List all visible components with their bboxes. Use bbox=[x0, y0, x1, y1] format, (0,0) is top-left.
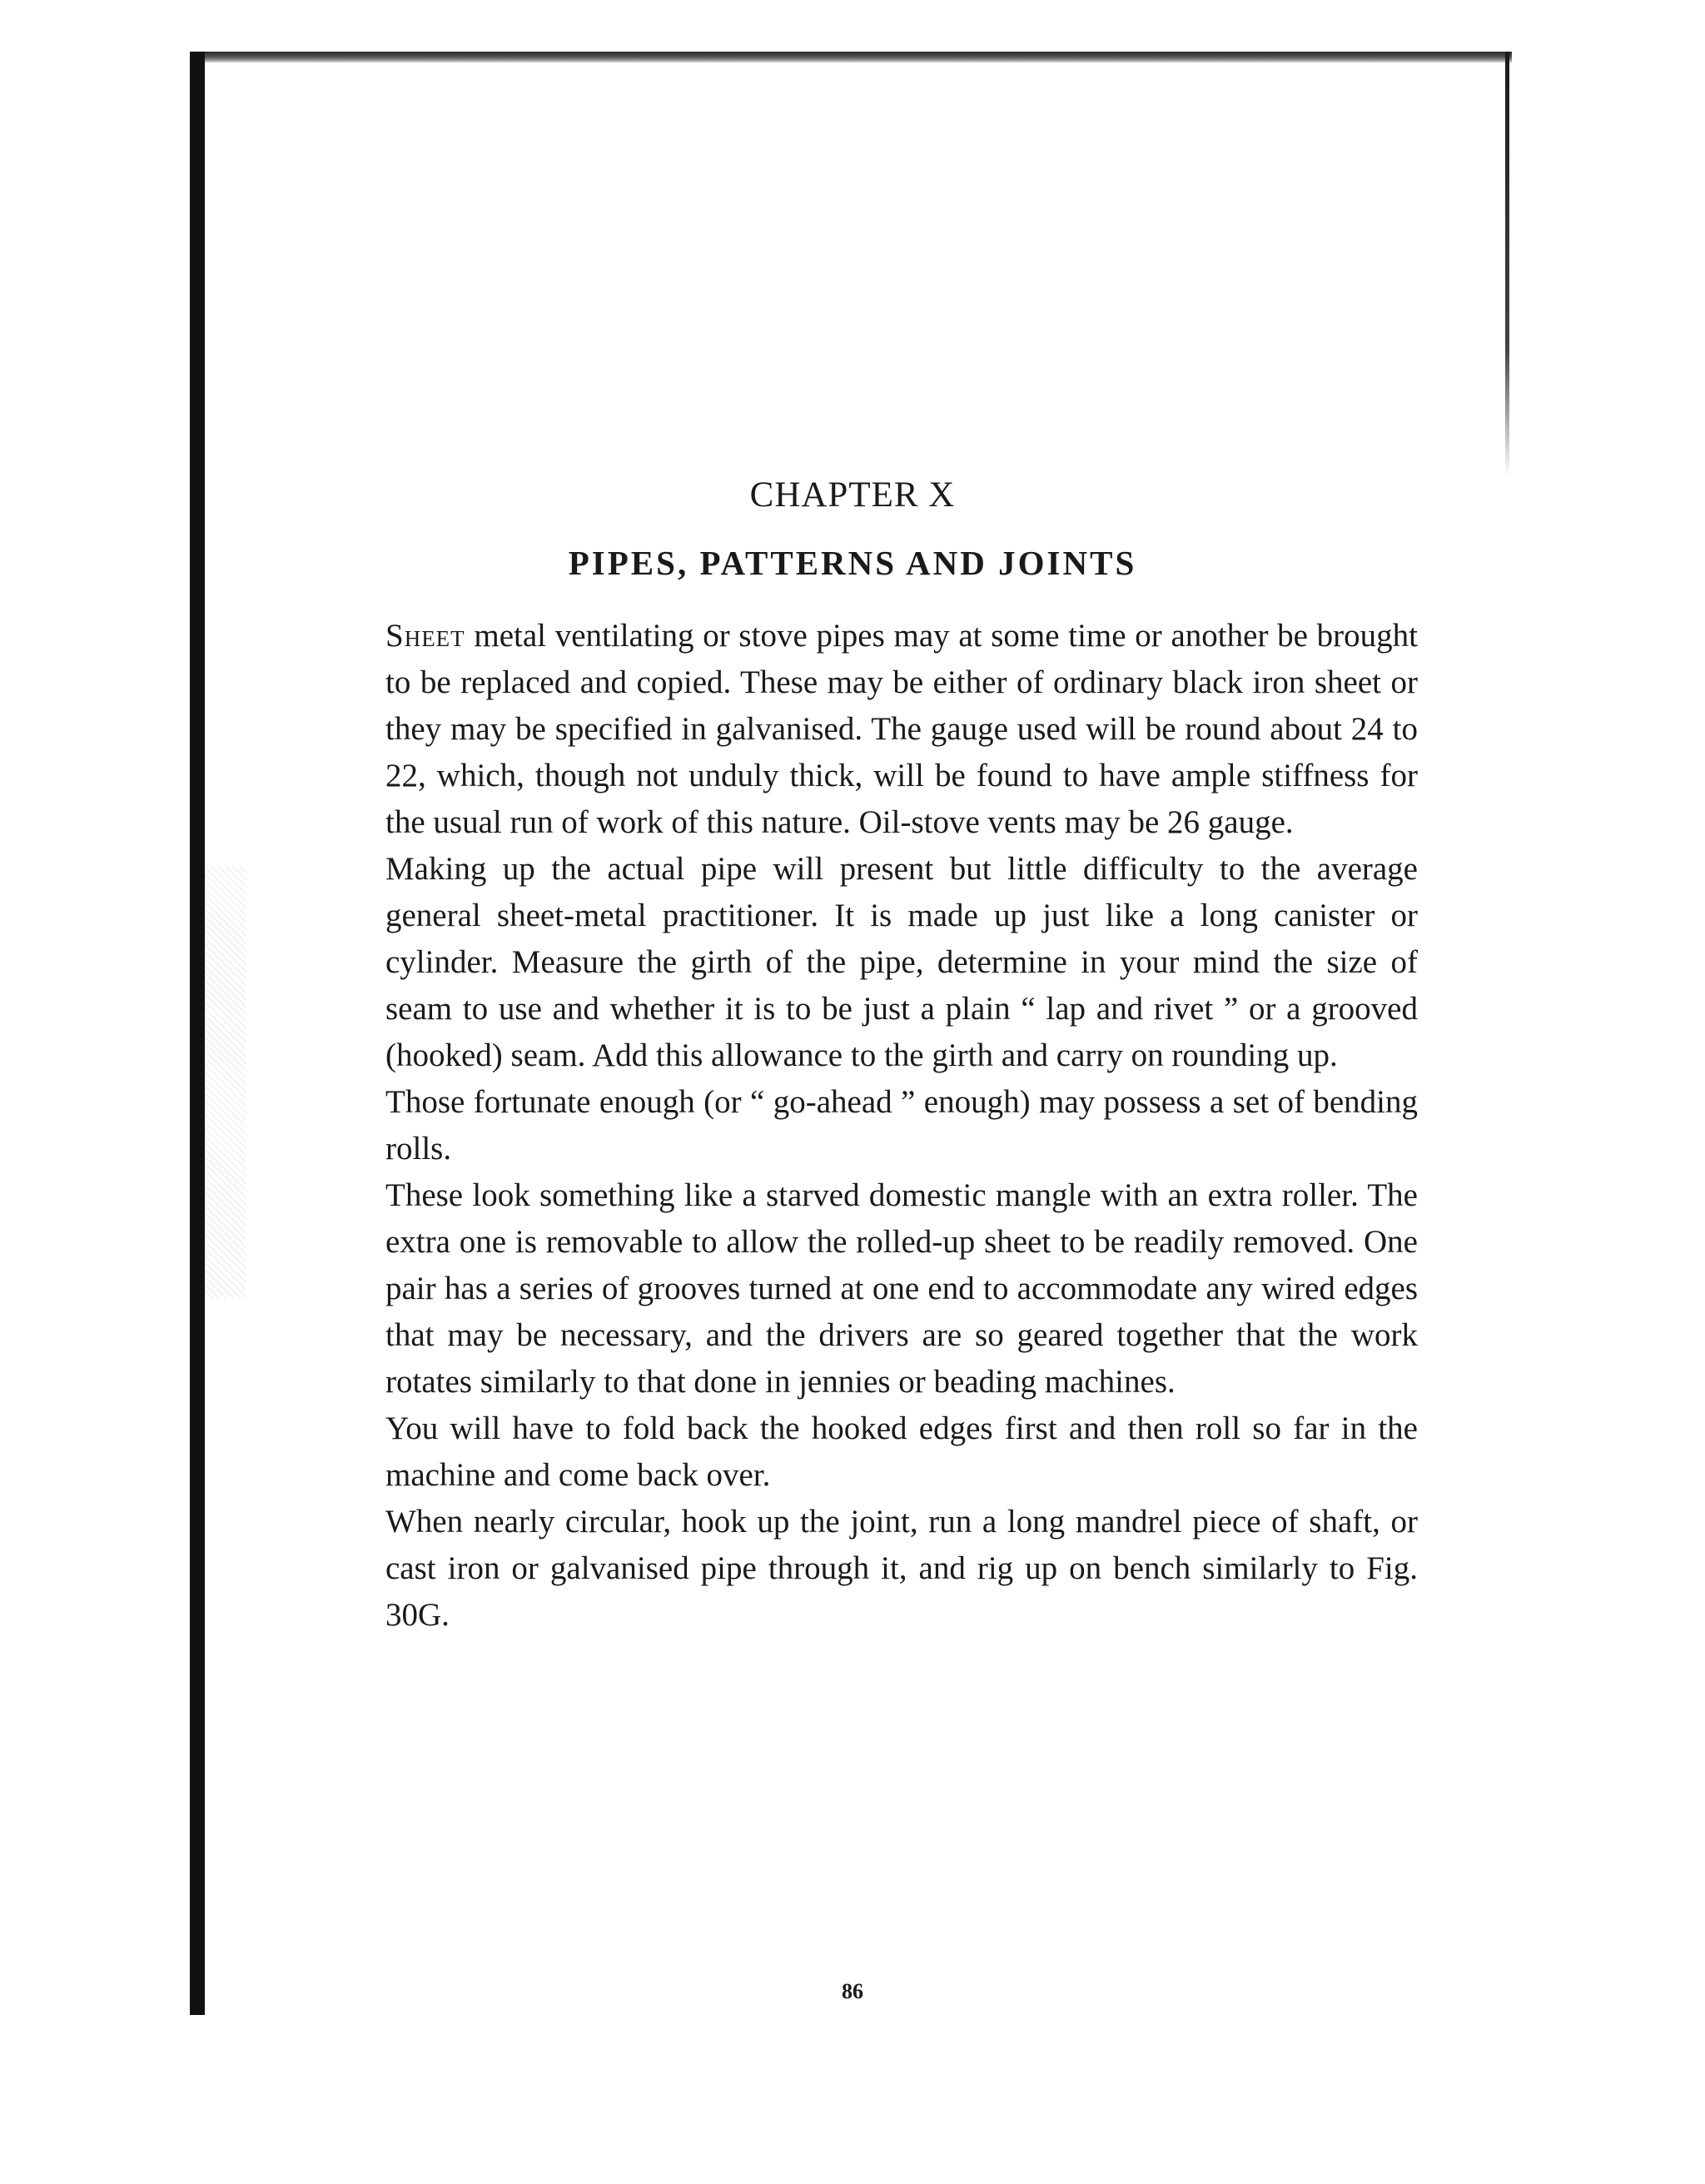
scan-top-edge bbox=[198, 52, 1512, 63]
paragraph-text: Making up the actual pipe will present but little difficulty to the average general sheet-metal practitioner. It is made up just like a long canister or cylinder. Measure the girth of the pipe, determine in your mind the size of seam to use and whether it is to be just a plain “ lap and rivet ” or a grooved (hooked) seam. Add this allowance to the girth and carry on rounding up. bbox=[385, 851, 1418, 1073]
paragraph-3 bbox=[385, 1079, 1418, 1172]
paragraph-6 bbox=[385, 1499, 1418, 1639]
scan-left-edge bbox=[190, 52, 205, 2015]
page-number: 86 bbox=[842, 1979, 863, 2003]
paragraph-5 bbox=[385, 1405, 1418, 1499]
chapter-heading: CHAPTER X bbox=[749, 475, 956, 515]
paragraph-text: metal ventilating or stove pipes may at some time or another be brought to be replaced and copied. These may be either of ordinary black iron sheet or they may be specified in galvanised. The gauge used will be round about 24 to 22, which, though not unduly thick, will be found to have ample stiffness for the usual run of work of this nature. Oil-stove vents may be 26 gauge. bbox=[385, 618, 1418, 840]
paragraph-text: These look something like a starved domestic mangle with an extra roller. The extra one is removable to allow the rolled-up sheet to be readily removed. One pair has a series of grooves turned at one end to accommodate any wired edges that may be necessary, and the drivers are so geared together that the work rotates similarly to that done in jennies or beading machines. bbox=[385, 1177, 1418, 1400]
paragraph-text: Those fortunate enough (or “ go-ahead ” enough) may possess a set of bending rolls. bbox=[385, 1084, 1418, 1167]
scan-left-noise bbox=[205, 866, 246, 1299]
paragraph-1 bbox=[385, 613, 1418, 846]
paragraph-2 bbox=[385, 846, 1418, 1079]
scan-right-edge bbox=[1505, 52, 1509, 476]
chapter-title: PIPES, PATTERNS AND JOINTS bbox=[568, 544, 1137, 582]
body-text bbox=[385, 613, 1418, 1639]
paragraph-4 bbox=[385, 1172, 1418, 1405]
paragraph-text: You will have to fold back the hooked edges first and then roll so far in the machine and come back over. bbox=[385, 1410, 1418, 1493]
paragraph-text: When nearly circular, hook up the joint, run a long mandrel piece of shaft, or cast iron or galvanised pipe through it, and rig up on bench similarly to Fig. 30G. bbox=[385, 1504, 1418, 1633]
paragraph-lead-word: Sheet bbox=[385, 618, 465, 654]
